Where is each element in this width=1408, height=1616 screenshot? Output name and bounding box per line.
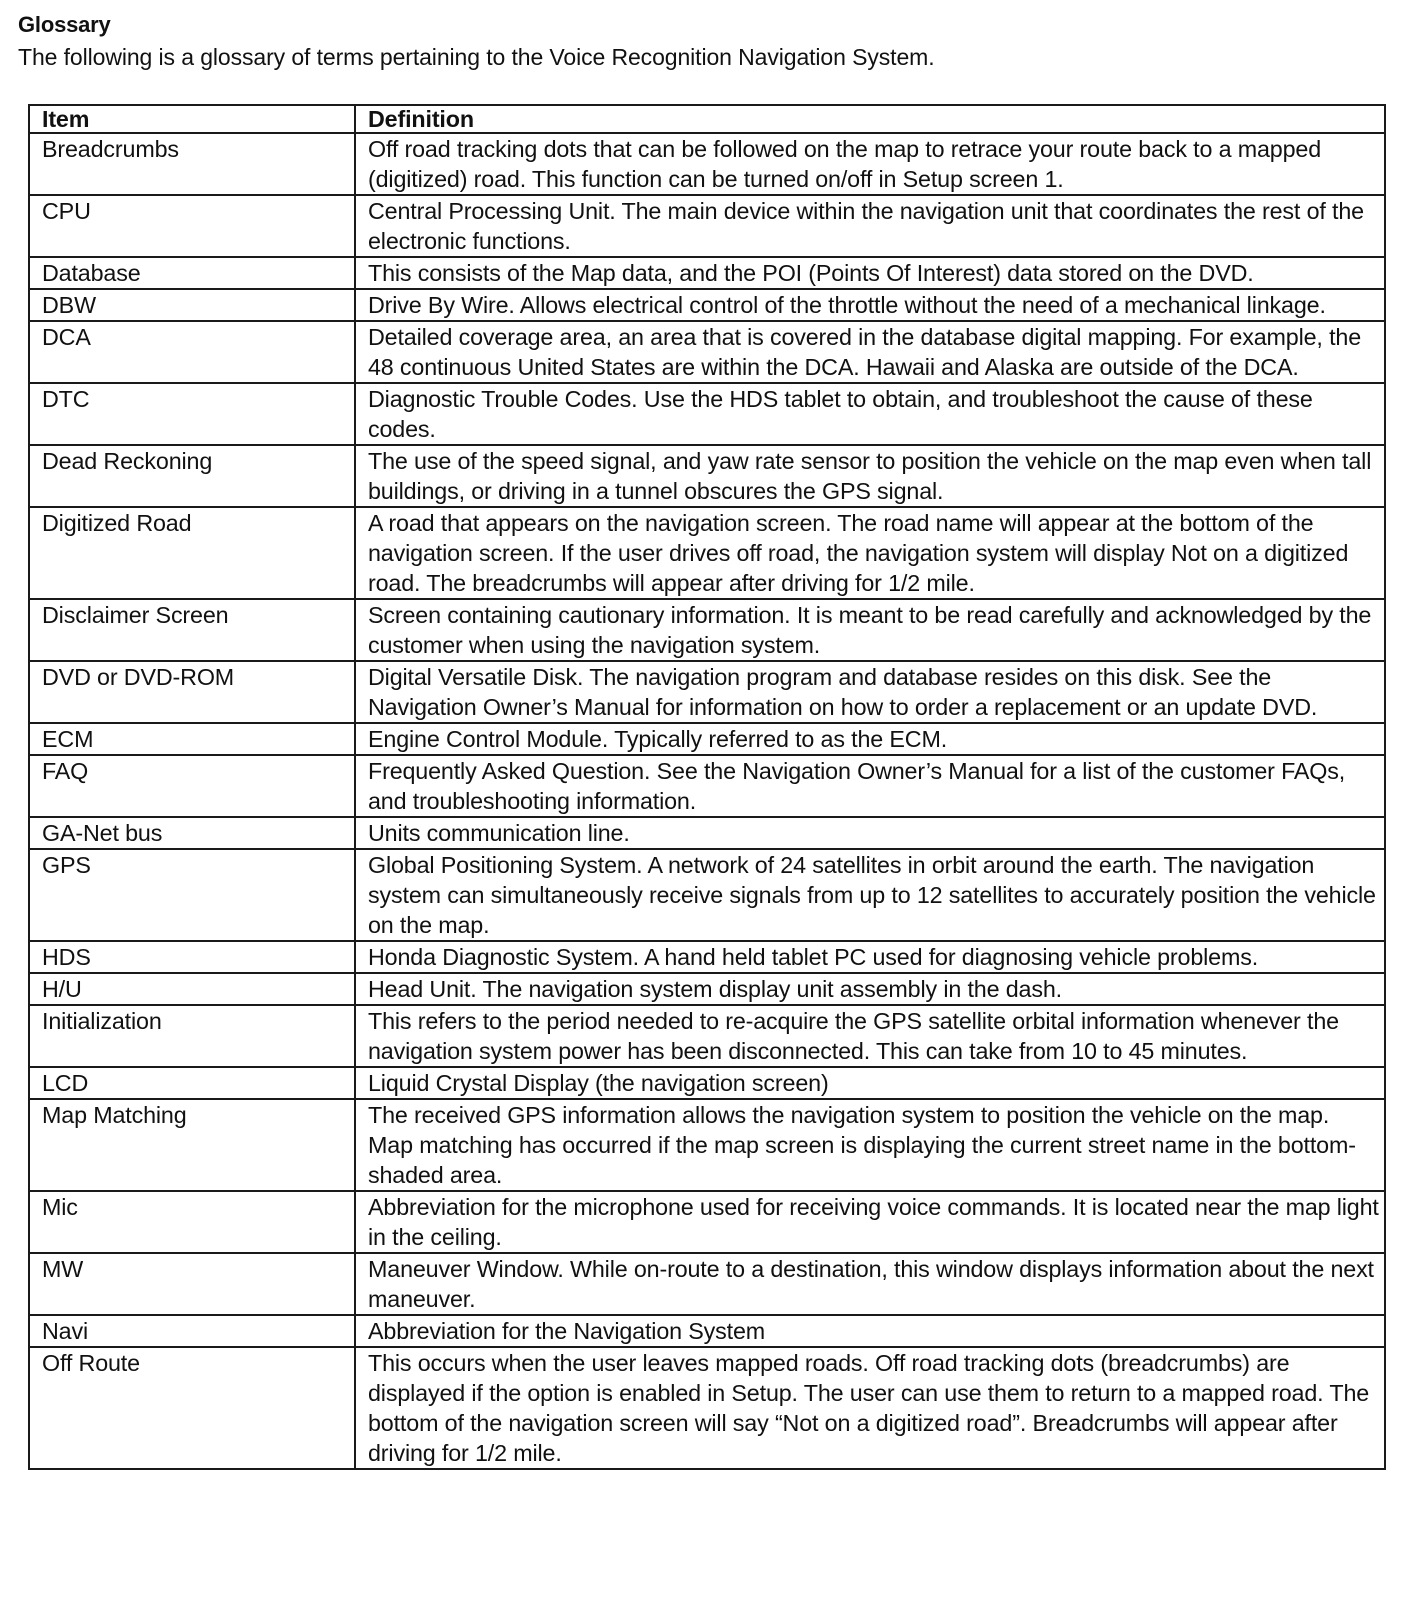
table-row [29, 973, 1385, 1005]
term-cell: Initialization [29, 1005, 355, 1067]
column-header-definition: Definition [355, 105, 1385, 133]
definition-cell: Global Positioning System. A network of 24 satellites in orbit around the earth. The navigation system can simultaneously receive signals from up to 12 satellites to accurately position the vehicle on the map. [355, 849, 1385, 941]
table-row [29, 383, 1385, 445]
definition-cell: The received GPS information allows the navigation system to position the vehicle on the map. Map matching has occurred if the map screen is displaying the current street name in the bottom-shaded area. [355, 1099, 1385, 1191]
term-cell: MW [29, 1253, 355, 1315]
table-row [29, 445, 1385, 507]
table-row [29, 849, 1385, 941]
table-row [29, 1347, 1385, 1469]
definition-cell: The use of the speed signal, and yaw rate sensor to position the vehicle on the map even when tall buildings, or driving in a tunnel obscures the GPS signal. [355, 445, 1385, 507]
term-cell: HDS [29, 941, 355, 973]
table-row [29, 817, 1385, 849]
definition-cell: Drive By Wire. Allows electrical control of the throttle without the need of a mechanical linkage. [355, 289, 1385, 321]
definition-cell: Abbreviation for the microphone used for receiving voice commands. It is located near the map light in the ceiling. [355, 1191, 1385, 1253]
table-row [29, 599, 1385, 661]
intro-text: The following is a glossary of terms pertaining to the Voice Recognition Navigation System. [18, 44, 935, 70]
term-cell: H/U [29, 973, 355, 1005]
table-row [29, 661, 1385, 723]
table-row [29, 195, 1385, 257]
term-cell: DVD or DVD-ROM [29, 661, 355, 723]
term-cell: Database [29, 257, 355, 289]
definition-cell: A road that appears on the navigation screen. The road name will appear at the bottom of the navigation screen. If the user drives off road, the navigation system will display Not on a digitized road. The breadcrumbs will appear after driving for 1/2 mile. [355, 507, 1385, 599]
definition-cell: Abbreviation for the Navigation System [355, 1315, 1385, 1347]
definition-cell: Central Processing Unit. The main device within the navigation unit that coordinates the rest of the electronic functions. [355, 195, 1385, 257]
term-cell: Digitized Road [29, 507, 355, 599]
header-row [29, 105, 1385, 133]
definition-cell: Digital Versatile Disk. The navigation program and database resides on this disk. See the Navigation Owner’s Manual for information on how to order a replacement or an update DVD. [355, 661, 1385, 723]
definition-cell: Head Unit. The navigation system display unit assembly in the dash. [355, 973, 1385, 1005]
term-cell: Off Route [29, 1347, 355, 1469]
term-cell: Dead Reckoning [29, 445, 355, 507]
table-row [29, 723, 1385, 755]
term-cell: GA-Net bus [29, 817, 355, 849]
definition-cell: Diagnostic Trouble Codes. Use the HDS tablet to obtain, and troubleshoot the cause of these codes. [355, 383, 1385, 445]
term-cell: CPU [29, 195, 355, 257]
term-cell: GPS [29, 849, 355, 941]
term-cell: DTC [29, 383, 355, 445]
page-title: Glossary [18, 12, 111, 37]
definition-cell: Detailed coverage area, an area that is covered in the database digital mapping. For example, the 48 continuous United States are within the DCA. Hawaii and Alaska are outside of the DCA. [355, 321, 1385, 383]
definition-cell: Screen containing cautionary information. It is meant to be read carefully and acknowledged by the customer when using the navigation system. [355, 599, 1385, 661]
table-row [29, 289, 1385, 321]
table-row [29, 1191, 1385, 1253]
table-row [29, 133, 1385, 195]
definition-cell: Liquid Crystal Display (the navigation screen) [355, 1067, 1385, 1099]
definition-cell: Units communication line. [355, 817, 1385, 849]
term-cell: Map Matching [29, 1099, 355, 1191]
term-cell: FAQ [29, 755, 355, 817]
definition-cell: This consists of the Map data, and the POI (Points Of Interest) data stored on the DVD. [355, 257, 1385, 289]
table-row [29, 1253, 1385, 1315]
term-cell: Mic [29, 1191, 355, 1253]
definition-cell: Frequently Asked Question. See the Navigation Owner’s Manual for a list of the customer FAQs, and troubleshooting information. [355, 755, 1385, 817]
table-row [29, 1099, 1385, 1191]
table-row [29, 1315, 1385, 1347]
table-row [29, 507, 1385, 599]
definition-cell: Honda Diagnostic System. A hand held tablet PC used for diagnosing vehicle problems. [355, 941, 1385, 973]
table-row [29, 1067, 1385, 1099]
definition-cell: Off road tracking dots that can be followed on the map to retrace your route back to a mapped (digitized) road. This function can be turned on/off in Setup screen 1. [355, 133, 1385, 195]
term-cell: LCD [29, 1067, 355, 1099]
table-row [29, 1005, 1385, 1067]
term-cell: Disclaimer Screen [29, 599, 355, 661]
definition-cell: This occurs when the user leaves mapped roads. Off road tracking dots (breadcrumbs) are displayed if the option is enabled in Setup. The user can use them to return to a mapped road. The bottom of the navigation screen will say “Not on a digitized road”. Breadcrumbs will appear after driving for 1/2 mile. [355, 1347, 1385, 1469]
table-row [29, 321, 1385, 383]
term-cell: Breadcrumbs [29, 133, 355, 195]
term-cell: DBW [29, 289, 355, 321]
definition-cell: This refers to the period needed to re-acquire the GPS satellite orbital information whenever the navigation system power has been disconnected. This can take from 10 to 45 minutes. [355, 1005, 1385, 1067]
term-cell: DCA [29, 321, 355, 383]
column-header-item: Item [29, 105, 355, 133]
glossary-table [28, 104, 1386, 1470]
definition-cell: Maneuver Window. While on-route to a destination, this window displays information about the next maneuver. [355, 1253, 1385, 1315]
table-row [29, 257, 1385, 289]
table-row [29, 755, 1385, 817]
term-cell: Navi [29, 1315, 355, 1347]
definition-cell: Engine Control Module. Typically referred to as the ECM. [355, 723, 1385, 755]
table-row [29, 941, 1385, 973]
term-cell: ECM [29, 723, 355, 755]
